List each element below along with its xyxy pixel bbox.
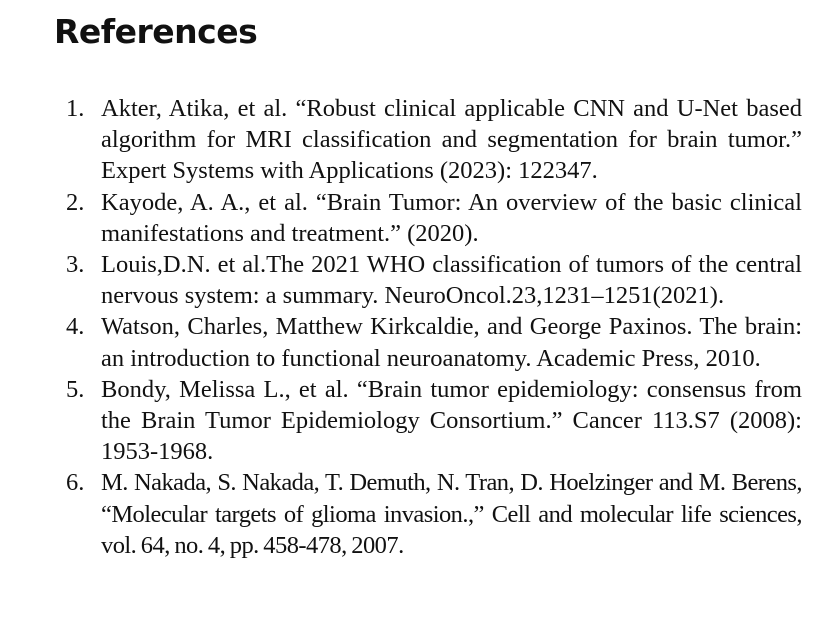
references-heading: References (54, 12, 258, 51)
reference-list (60, 93, 802, 561)
reference-item-1 (60, 93, 802, 187)
reference-item-5 (60, 374, 802, 468)
reference-text: M. Nakada, S. Nakada, T. Demuth, N. Tran, D. Hoelzinger and M. Berens, “Molecular targets of glioma invasion.,” Cell and molecular life sciences, vol. 64, no. 4, pp. 458-478, 2007. (101, 469, 802, 559)
reference-number: 6. (66, 469, 85, 497)
reference-item-3 (60, 249, 802, 311)
reference-text: Akter, Atika, et al. “Robust clinical applicable CNN and U-Net based algorithm for MRI classification and segmentation for brain tumor.” Expert Systems with Applications (2023): 122347. (101, 95, 802, 185)
reference-number: 3. (66, 251, 85, 279)
reference-item-2 (60, 187, 802, 249)
reference-item-4 (60, 311, 802, 373)
reference-number: 5. (66, 375, 85, 403)
reference-text: Bondy, Melissa L., et al. “Brain tumor epidemiology: consensus from the Brain Tumor Epidemiology Consortium.” Cancer 113.S7 (2008): 1953-1968. (101, 375, 802, 466)
reference-item-6 (60, 467, 802, 561)
reference-number: 1. (66, 95, 85, 122)
reference-text: Watson, Charles, Matthew Kirkcaldie, and George Paxinos. The brain: an introduction to functional neuroanatomy. Academic Press, 2010. (101, 313, 802, 372)
reference-number: 4. (66, 313, 85, 341)
reference-number: 2. (66, 188, 85, 216)
reference-text: Kayode, A. A., et al. “Brain Tumor: An overview of the basic clinical manifestations and treatment.” (2020). (101, 188, 802, 247)
reference-text: Louis,D.N. et al.The 2021 WHO classification of tumors of the central nervous system: a summary. NeuroOncol.23,1231–1251(2021). (101, 251, 802, 310)
